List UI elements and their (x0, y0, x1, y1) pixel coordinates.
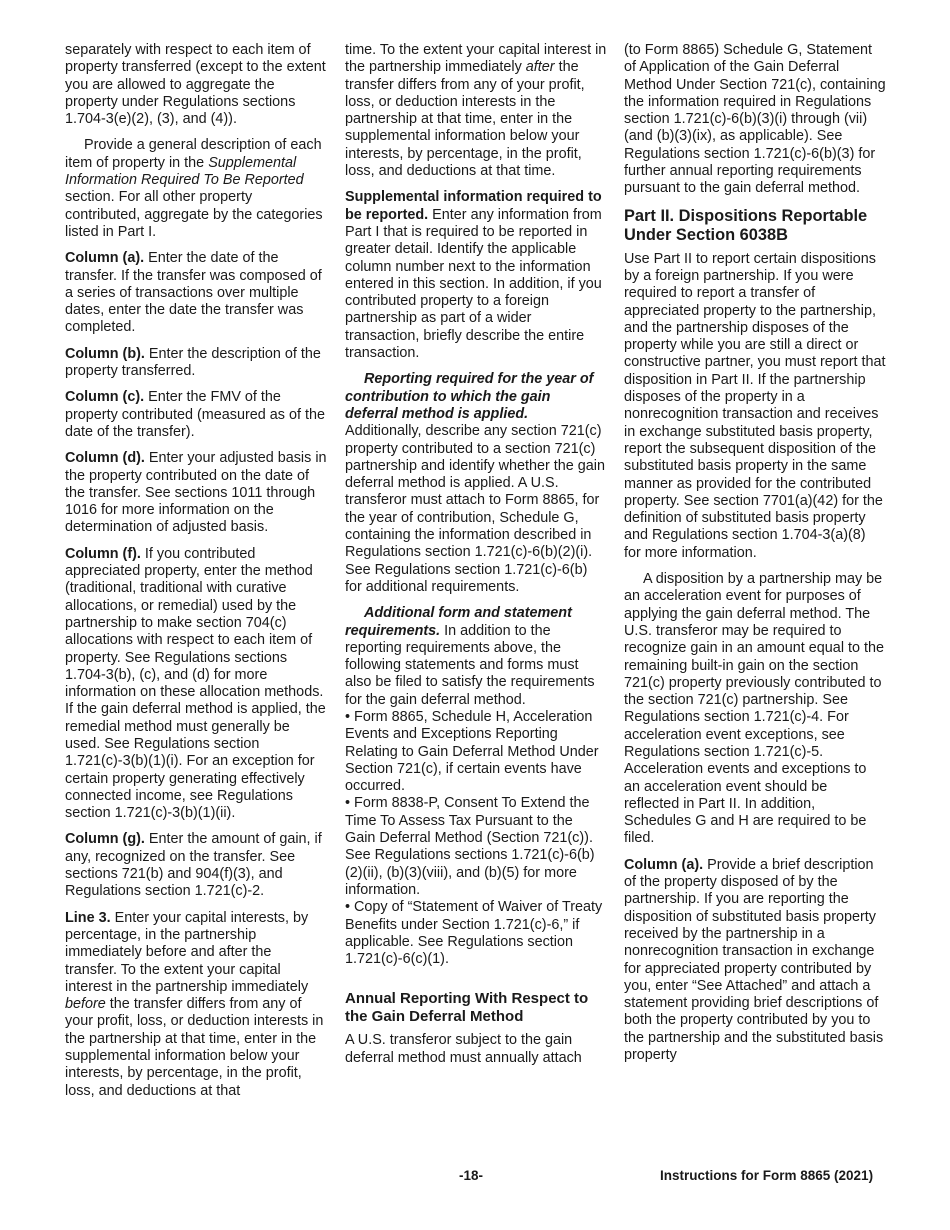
column-b-instruction: Column (b). Enter the description of the property transferred. (65, 345, 321, 380)
paragraph: A disposition by a partnership may be an acceleration event for purposes of applying the gain deferral method. The U.S. transferor may be required to recognize gain in an amount equal to the remaining built-in gain on the section 721(c) property previously contributed to the section 721(c) partnership. See Regulations section 1.721(c)-4. For acceleration event exceptions, see Regulations section 1.721(c)-5. Acceleration events and exceptions to an acceleration event should be reflected in Part II. In addition, Schedules G and H are required to be filed. (624, 571, 885, 847)
bullet-item: • Form 8838-P, Consent To Extend the Time To Assess Tax Pursuant to the Gain Deferral Method (Section 721(c)). See Regulations sections 1.721(c)-6(b)(2)(ii), (b)(3)(viii), and (b)(5) for more information. (345, 795, 595, 898)
column-left (65, 42, 327, 1109)
paragraph: time. To the extent your capital interest in the partnership immediately after the transfer differs from any of your profit, loss, or deduction interests in the partnership at that time, enter in the supplemental information below your interests, by percentage, in the profit, loss, and deductions at that time. (345, 42, 607, 180)
paragraph: (to Form 8865) Schedule G, Statement of Application of the Gain Deferral Method Under Section 721(c), containing the information required in Regulations section 1.721(c)-6(b)(3)(i) through (vii) (and (b)(3)(ix), as applicable). See Regulations section 1.721(c)-6(b)(3) for further annual reporting requirements pursuant to the gain deferral method. (624, 42, 886, 197)
column-a-instruction: Column (a). Enter the date of the transfer. If the transfer was composed of a series of transactions over multiple dates, enter the date the transfer was completed. (65, 250, 322, 336)
page-number: -18- (459, 1168, 484, 1183)
column-c-instruction: Column (c). Enter the FMV of the property contributed (measured as of the date of the transfer). (65, 389, 325, 440)
paragraph: separately with respect to each item of property transferred (except to the extent you are allowed to aggregate the property under Regulations sections 1.704-3(e)(2), (3), and (4)). (65, 42, 326, 128)
column-right (624, 42, 886, 1073)
paragraph: Use Part II to report certain dispositions by a foreign partnership. If you were required to report a transfer of appreciated property to the partnership, and the partnership disposes of the property while you are still a direct or constructive partner, you must report that disposition in Part II. If the partnership disposes of the property in a nonrecognition transaction and receives in exchange substituted basis property, report the subsequent disposition of the substituted basis property in the same manner as provided for the contributed property. See section 7701(a)(42) for the definition of substituted basis property and Regulations section 1.704-3(a)(8) for more information. (624, 250, 886, 561)
form-reference: Instructions for Form 8865 (2021) (660, 1168, 874, 1183)
bullet-item: • Form 8865, Schedule H, Acceleration Events and Exceptions Reporting Relating to Gain Deferral Method Under Section 721(c), if certain events have occurred. (345, 708, 599, 795)
part-ii-heading: Part II. Dispositions Reportable Under Section 6038B (624, 206, 868, 245)
column-f-instruction: Column (f). If you contributed appreciated property, enter the method (traditional, traditional with curative allocations, or remedial) used by the partnership to make section 704(c) allocations with respect to each item of property. See Regulations sections 1.704-3(b), (c), and (d) for more information on these allocation methods. If the gain deferral method is applied, the remedial method must generally be used. See Regulations section 1.721(c)-3(b)(1)(i). For an exception for certain property generating effectively connected income, see Regulations section 1.721(c)-3(b)(1)(ii). (65, 545, 326, 822)
column-a-instruction: Column (a). Provide a brief description of the property disposed of by the partnership. If you are reporting the disposition of substituted basis property received by the partnership in a nonrecognition transaction in exchange for appreciated property contributed by you, enter “See Attached” and attach a statement providing brief descriptions of both the property contributed by you to the partnership and the substituted basis property (624, 856, 884, 1064)
additional-form-section: Additional form and statement requirements. In addition to the reporting requirements above, the following statements and forms must also be filed to satisfy the requirements for the gain deferral method. (345, 605, 595, 708)
line-3-instruction: Line 3. Enter your capital interests, by percentage, in the partnership immediately before and after the transfer. To the extent your capital interest in the partnership immediately before the transfer differs from any of your profit, loss, or deduction interests in the partnership at that time, enter in the supplemental information below your interests, by percentage, in the profit, loss, and deductions at that (65, 909, 324, 1099)
section-heading: Annual Reporting With Respect to the Gain Deferral Method (345, 990, 589, 1026)
reporting-required-section: Reporting required for the year of contribution to which the gain deferral method is applied. Additionally, describe any section 721(c) property contributed to a section 721(c) partnership and identify whether the gain deferral method is applied. A U.S. transferor must attach to Form 8865, for the year of contribution, Schedule G, containing the information described in Regulations section 1.721(c)-6(b)(2)(i). See Regulations section 1.721(c)-6(b) for additional requirements. (345, 371, 606, 595)
paragraph: A U.S. transferor subject to the gain deferral method must annually attach (345, 1032, 582, 1066)
column-d-instruction: Column (d). Enter your adjusted basis in the property contributed on the date of the transfer. See sections 1011 through 1016 for more information on the determination of adjusted basis. (65, 450, 327, 536)
paragraph: Provide a general description of each item of property in the Supplemental Information Required To Be Reported section. For all other property contributed, aggregate by the categories listed in Part I. (65, 137, 323, 240)
column-g-instruction: Column (g). Enter the amount of gain, if any, recognized on the transfer. See sections 721(b) and 904(f)(3), and Regulations section 1.721(c)-2. (65, 831, 322, 900)
column-middle (345, 42, 607, 1076)
supplemental-info-section: Supplemental information required to be reported. Enter any information from Part I that is required to be reported in greater detail. Identify the applicable column number next to the information entered in this section. In addition, if you contributed property to a foreign partnership as part of a wider transaction, briefly describe the entire transaction. (345, 189, 602, 362)
bullet-item: • Copy of “Statement of Waiver of Treaty Benefits under Section 1.721(c)-6,” if applicable. See Regulations section 1.721(c)-6(c)(1). (345, 899, 603, 968)
